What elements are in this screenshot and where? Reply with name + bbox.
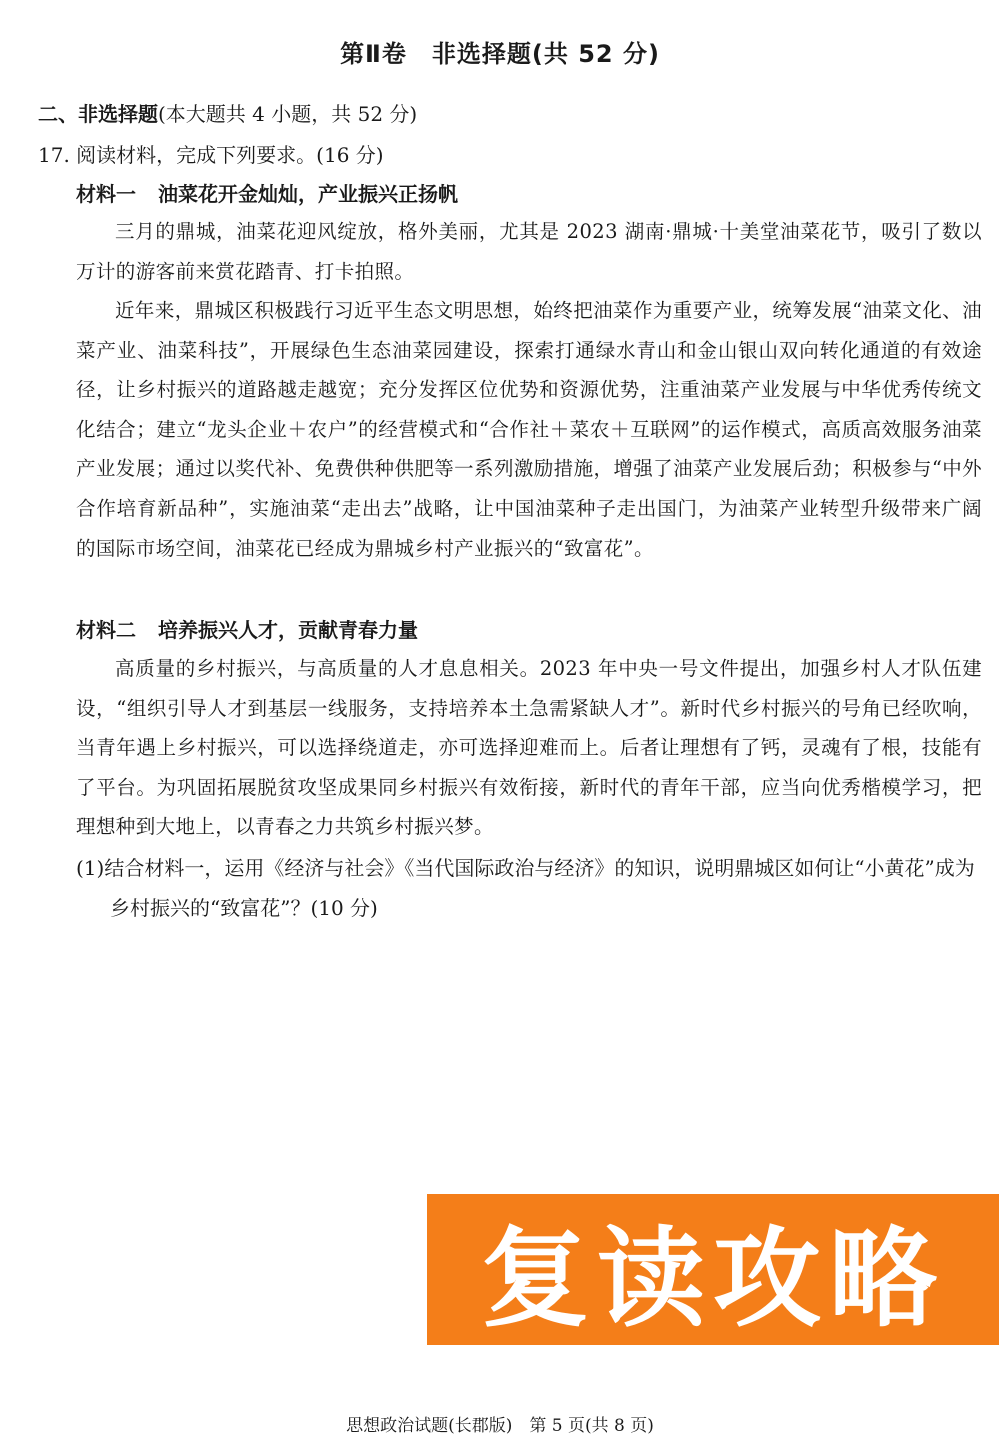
section-label: 二、非选择题 bbox=[38, 102, 158, 126]
watermark-banner: 复读攻略 bbox=[427, 1194, 999, 1345]
material-1-paragraph-1: 三月的鼎城，油菜花迎风绽放，格外美丽，尤其是 2023 湖南·鼎城·十美堂油菜花节，吸引了数以万计的游客前来赏花踏青、打卡拍照。 bbox=[76, 220, 982, 283]
material-2-paragraph-1: 高质量的乡村振兴，与高质量的人才息息相关。2023 年中央一号文件提出，加强乡村人才队伍建设，“组织引导人才到基层一线服务，支持培养本土急需紧缺人才”。新时代乡村振兴的号角已经吹响，当青年遇上乡村振兴，可以选择绕道走，亦可选择迎难而上。后者让理想有了钙，灵魂有了根，技能有了平台。为巩固拓展脱贫攻坚成果同乡村振兴有效衔接，新时代的青年干部，应当向优秀楷模学习，把理想种到大地上，以青春之力共筑乡村振兴梦。 bbox=[76, 657, 982, 839]
material-1-title: 油菜花开金灿灿，产业振兴正扬帆 bbox=[158, 182, 458, 206]
section-heading bbox=[38, 98, 417, 127]
sub-question-1: (1)结合材料一，运用《经济与社会》《当代国际政治与经济》的知识，说明鼎城区如何让“小黄花”成为乡村振兴的“致富花”？(10 分) bbox=[76, 856, 975, 920]
material-1-label: 材料一 bbox=[76, 182, 136, 206]
page-title: 第Ⅱ卷 非选择题(共 52 分) bbox=[340, 40, 660, 68]
material-2-heading bbox=[76, 614, 418, 643]
material-1-heading bbox=[76, 178, 458, 207]
section-note: (本大题共 4 小题，共 52 分) bbox=[158, 102, 418, 126]
material-2-label: 材料二 bbox=[76, 618, 136, 642]
question-stem: 17. 阅读材料，完成下列要求。(16 分) bbox=[38, 143, 384, 167]
page-footer: 思想政治试题(长郡版) 第 5 页(共 8 页) bbox=[346, 1416, 654, 1436]
material-1-paragraph-2: 近年来，鼎城区积极践行习近平生态文明思想，始终把油菜作为重要产业，统筹发展“油菜文化、油菜产业、油菜科技”，开展绿色生态油菜园建设，探索打通绿水青山和金山银山双向转化通道的有效途径，让乡村振兴的道路越走越宽；充分发挥区位优势和资源优势，注重油菜产业发展与中华优秀传统文化结合；建立“龙头企业＋农户”的经营模式和“合作社＋菜农＋互联网”的运作模式，高质高效服务油菜产业发展；通过以奖代补、免费供种供肥等一系列激励措施，增强了油菜产业发展后劲；积极参与“中外合作培育新品种”，实施油菜“走出去”战略，让中国油菜种子走出国门，为油菜产业转型升级带来广阔的国际市场空间，油菜花已经成为鼎城乡村产业振兴的“致富花”。 bbox=[76, 299, 982, 560]
material-2-title: 培养振兴人才，贡献青春力量 bbox=[158, 618, 418, 642]
